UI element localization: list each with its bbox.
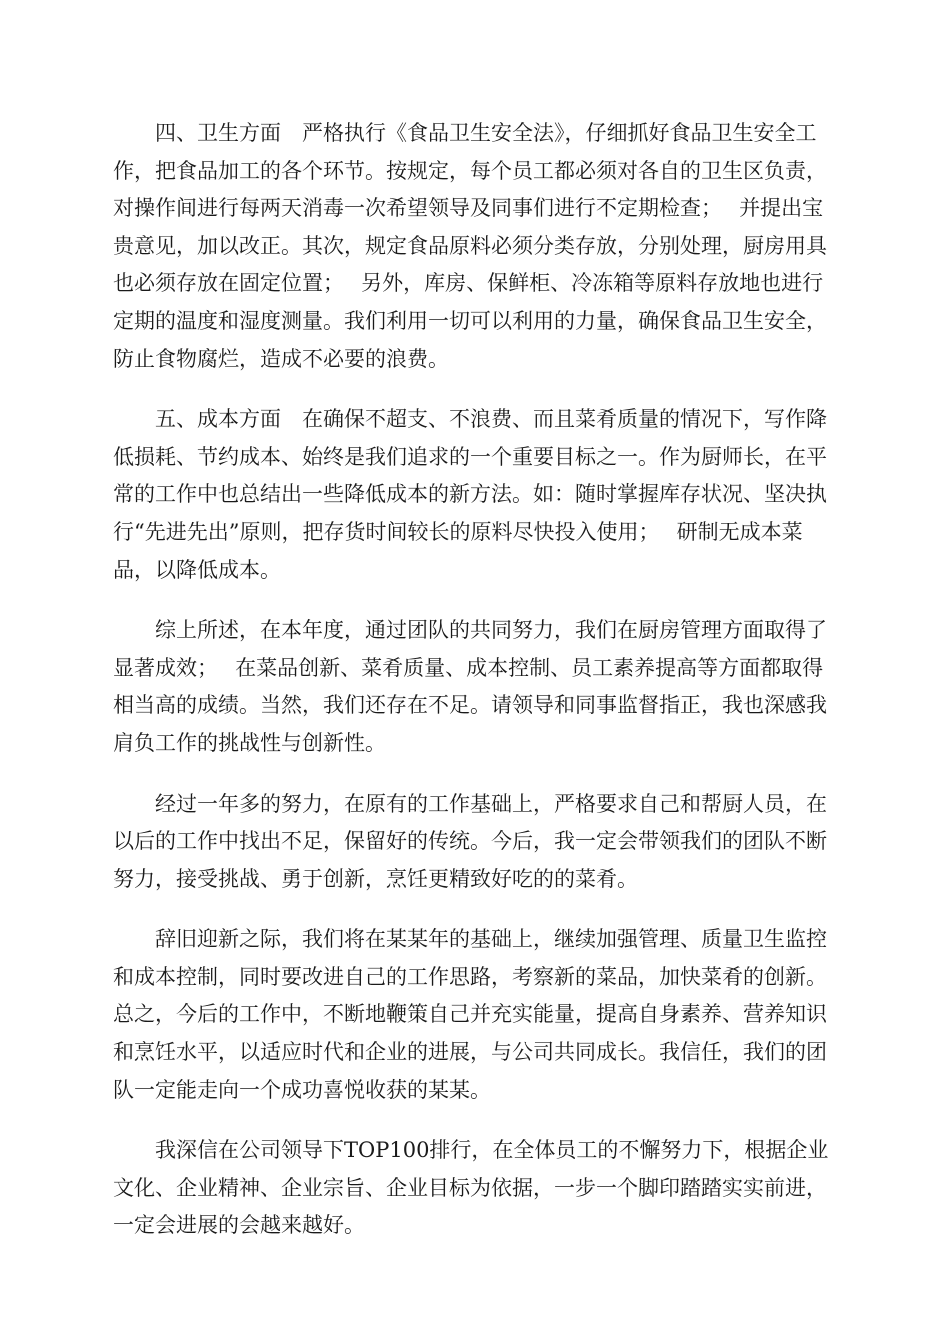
paragraph-conclusion: 我深信在公司领导下TOP100排行，在全体员工的不懈努力下，根据企业文化、企业精神、企业宗旨、企业目标为依据，一步一个脚印踏踏实实前进，一定会进展的会越来越好。 [113, 1138, 829, 1238]
paragraph-cost: 五、成本方面 在确保不超支、不浪费、而且菜肴质量的情况下，写作降低损耗、节约成本、始终是我们追求的一个重要目标之一。作为厨师长，在平常的工作中也总结出一些降低成本的新方法。如：随时掌握库存状况、坚决执行“先进先出”原则，把存货时间较长的原料尽快投入使用； 研制无成本菜品，以降低成本。 [113, 407, 827, 582]
paragraph-effort: 经过一年多的努力，在原有的工作基础上，严格要求自己和帮厨人员，在以后的工作中找出不足，保留好的传统。今后，我一定会带领我们的团队不断努力，接受挑战、勇于创新，烹饪更精致好吃的的菜肴。 [113, 791, 827, 891]
paragraph-new-year: 辞旧迎新之际，我们将在某某年的基础上，继续加强管理、质量卫生监控和成本控制，同时要改进自己的工作思路，考察新的菜品，加快菜肴的创新。总之，今后的工作中，不断地鞭策自己并充实能量，提高自身素养、营养知识和烹饪水平，以适应时代和企业的进展，与公司共同成长。我信任，我们的团队一定能走向一个成功喜悦收获的某某。 [113, 927, 827, 1102]
document-body [113, 115, 833, 1268]
paragraph-hygiene: 四、卫生方面 严格执行《食品卫生安全法》，仔细抓好食品卫生安全工作，把食品加工的各个环节。按规定，每个员工都必须对各自的卫生区负责，对操作间进行每两天消毒一次希望领导及同事们进行不定期检查； 并提出宝贵意见，加以改正。其次，规定食品原料必须分类存放，分别处理，厨房用具也必须存放在固定位置； 另外，库房、保鲜柜、冷冻箱等原料存放地也进行定期的温度和湿度测量。我们利用一切可以利用的力量，确保食品卫生安全，防止食物腐烂，造成不必要的浪费。 [113, 121, 827, 371]
paragraph-summary: 综上所述，在本年度，通过团队的共同努力，我们在厨房管理方面取得了显著成效； 在菜品创新、菜肴质量、成本控制、员工素养提高等方面都取得相当高的成绩。当然，我们还存在不足。请领导和同事监督指正，我也深感我肩负工作的挑战性与创新性。 [113, 618, 827, 755]
